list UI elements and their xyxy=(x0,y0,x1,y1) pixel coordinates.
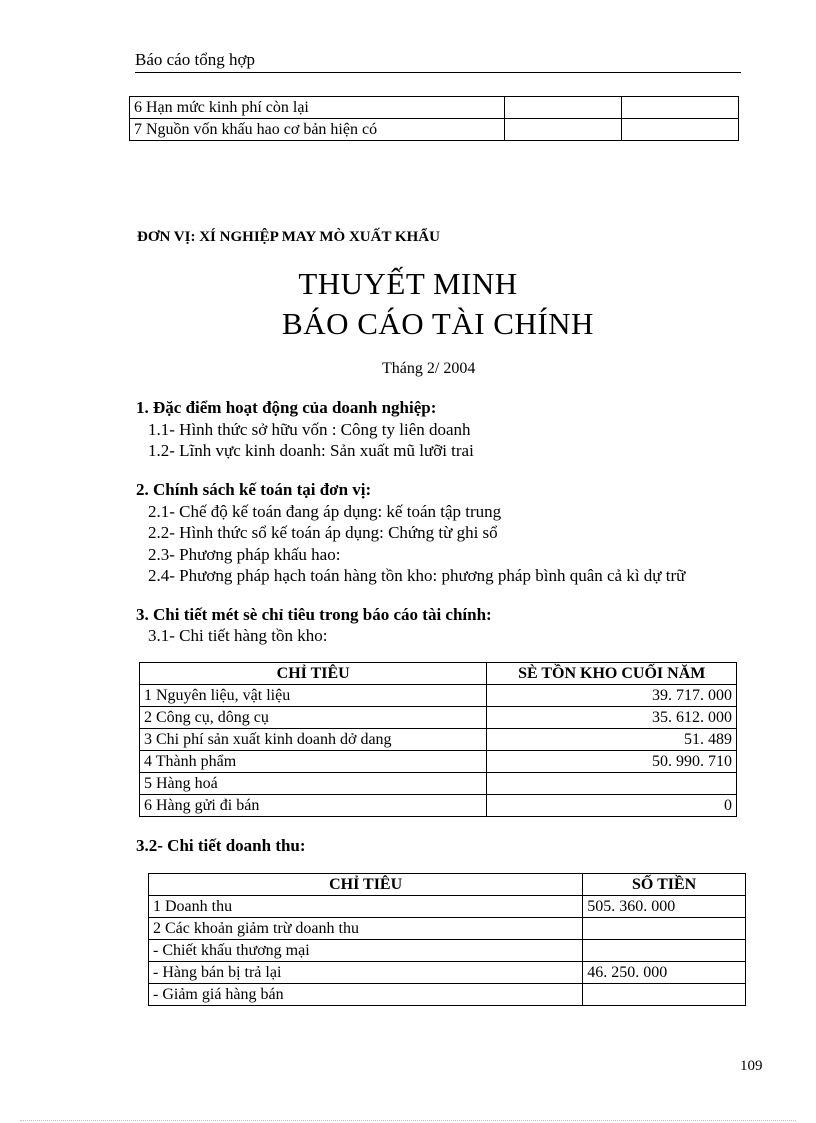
section1-heading: 1. Đặc điểm hoạt động của doanh nghiệp: xyxy=(136,398,437,417)
table-header-row xyxy=(149,874,746,896)
row-label: - Giảm giá hàng bán xyxy=(149,984,583,1006)
row-label: - Chiết khấu thương mại xyxy=(149,940,583,962)
section3-sub1: 3.1- Chi tiết hàng tồn kho: xyxy=(148,626,328,645)
document-title-line2: BÁO CÁO TÀI CHÍNH xyxy=(282,306,594,341)
section1-item: 1.1- Hình thức sở hữu vốn : Công ty liên doanh xyxy=(148,420,471,439)
row-label: 4 Thành phẩm xyxy=(140,751,487,773)
section1-item: 1.2- Lĩnh vực kinh doanh: Sản xuất mũ lưỡi trai xyxy=(148,441,474,460)
row-value xyxy=(622,119,739,141)
table-row xyxy=(140,685,737,707)
table-row xyxy=(149,984,746,1006)
row-value xyxy=(505,119,622,141)
column-header: SỐ TIỀN xyxy=(583,874,746,896)
section3-sub2: 3.2- Chi tiết doanh thu: xyxy=(136,836,306,855)
row-value xyxy=(505,97,622,119)
row-label: 3 Chi phí sản xuất kinh doanh dở dang xyxy=(140,729,487,751)
row-value: 39. 717. 000 xyxy=(487,685,737,707)
column-header: CHỈ TIÊU xyxy=(140,663,487,685)
revenue-table xyxy=(148,873,746,1006)
row-label: 7 Nguồn vốn khấu hao cơ bản hiện có xyxy=(130,119,505,141)
table-row xyxy=(140,773,737,795)
row-value xyxy=(622,97,739,119)
row-label: 6 Hàng gửi đi bán xyxy=(140,795,487,817)
table-row xyxy=(149,940,746,962)
page-number: 109 xyxy=(740,1058,763,1074)
row-value: 46. 250. 000 xyxy=(583,962,746,984)
table-row xyxy=(140,751,737,773)
table-row xyxy=(149,962,746,984)
table-row xyxy=(130,97,739,119)
row-label: 1 Nguyên liệu, vật liệu xyxy=(140,685,487,707)
row-label: 1 Doanh thu xyxy=(149,896,583,918)
row-value xyxy=(583,918,746,940)
table-header-row xyxy=(140,663,737,685)
section2-item: 2.1- Chế độ kế toán đang áp dụng: kế toán tập trung xyxy=(148,502,502,521)
section2-heading: 2. Chính sách kế toán tại đơn vị: xyxy=(136,480,372,499)
row-value xyxy=(583,940,746,962)
row-value: 50. 990. 710 xyxy=(487,751,737,773)
row-label: - Hàng bán bị trả lại xyxy=(149,962,583,984)
page-header: Báo cáo tổng hợp xyxy=(135,50,741,73)
report-month: Tháng 2/ 2004 xyxy=(382,360,476,377)
top-table xyxy=(129,96,739,141)
section3-heading: 3. Chi tiết mét sè chỉ tiêu trong báo cáo tài chính: xyxy=(136,605,492,624)
row-value: 51. 489 xyxy=(487,729,737,751)
section2-item: 2.2- Hình thức sổ kế toán áp dụng: Chứng từ ghi sổ xyxy=(148,523,498,542)
table-row xyxy=(130,119,739,141)
unit-name: ĐƠN VỊ: XÍ NGHIỆP MAY MÒ XUẤT KHẨU xyxy=(137,229,440,245)
table-row xyxy=(140,707,737,729)
row-label: 6 Hạn mức kinh phí còn lại xyxy=(130,97,505,119)
row-value xyxy=(583,984,746,1006)
row-value: 0 xyxy=(487,795,737,817)
row-value: 505. 360. 000 xyxy=(583,896,746,918)
document-title-line1: THUYẾT MINH xyxy=(298,266,518,301)
section2-item: 2.3- Phương pháp khấu hao: xyxy=(148,545,341,564)
row-value: 35. 612. 000 xyxy=(487,707,737,729)
table-row xyxy=(149,918,746,940)
row-label: 2 Công cụ, dông cụ xyxy=(140,707,487,729)
column-header: SÈ TỒN KHO CUỐI NĂM xyxy=(487,663,737,685)
row-label: 2 Các khoản giảm trừ doanh thu xyxy=(149,918,583,940)
column-header: CHỈ TIÊU xyxy=(149,874,583,896)
page-divider xyxy=(20,1120,796,1121)
row-label: 5 Hàng hoá xyxy=(140,773,487,795)
inventory-table xyxy=(139,662,737,817)
table-row xyxy=(140,795,737,817)
section2-item: 2.4- Phương pháp hạch toán hàng tồn kho: phương pháp bình quân cả kì dự trữ xyxy=(148,566,686,585)
row-value xyxy=(487,773,737,795)
table-row xyxy=(149,896,746,918)
table-row xyxy=(140,729,737,751)
